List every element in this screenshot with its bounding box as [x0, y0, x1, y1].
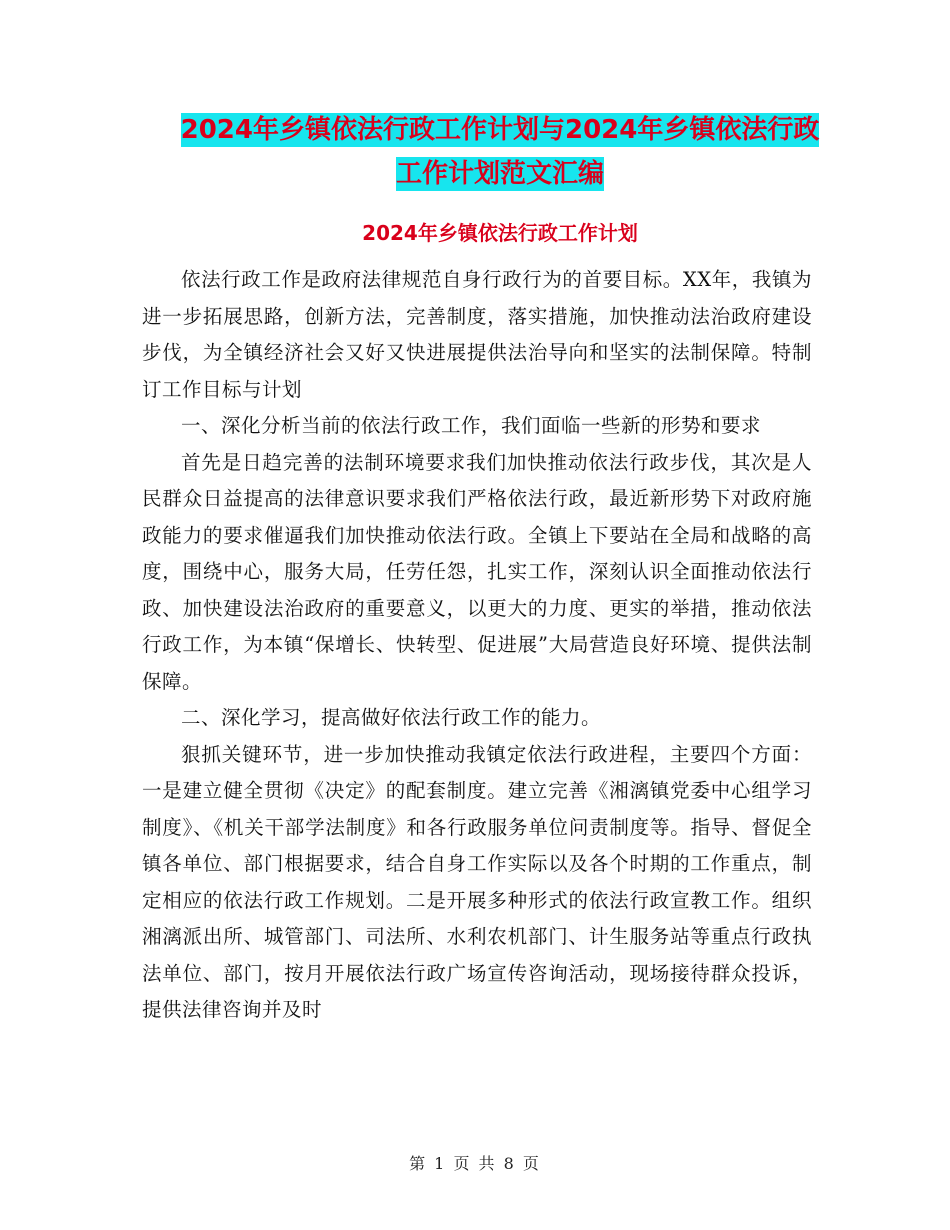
paragraph: 二、深化学习，提高做好依法行政工作的能力。	[181, 706, 602, 729]
title-line-1: 2024年乡镇依法行政工作计划与2024年乡镇依法行政	[180, 115, 820, 145]
section-heading: 2024年乡镇依法行政工作计划	[362, 221, 638, 245]
title-line-2: 工作计划范文汇编	[395, 159, 604, 189]
page-footer: 第 1 页 共 8 页	[409, 1154, 541, 1173]
paragraph: 依法行政工作是政府法律规范自身行政行为的首要目标。XX年，我镇为进一步拓展思路，创新方法，完善制度，落实措施，加快推动法治政府建设步伐，为全镇经济社会又好又快进展提供法治导向和坚实的法制保障。特制订工作目标与计划	[142, 268, 812, 401]
document-title	[140, 108, 860, 196]
document-body	[142, 262, 812, 1029]
paragraph: 首先是日趋完善的法制环境要求我们加快推动依法行政步伐，其次是人民群众日益提高的法律意识要求我们严格依法行政，最近新形势下对政府施政能力的要求催逼我们加快推动依法行政。全镇上下要站在全局和战略的高度，围绕中心，服务大局，任劳任怨，扎实工作，深刻认识全面推动依法行政、加快建设法治政府的重要意义，以更大的力度、更实的举措，推动依法行政工作，为本镇“保增长、快转型、促进展”大局营造良好环境、提供法制保障。	[142, 450, 812, 693]
paragraph: 狠抓关键环节，进一步加快推动我镇定依法行政进程，主要四个方面：一是建立健全贯彻《决定》的配套制度。建立完善《湘漓镇党委中心组学习制度》、《机关干部学法制度》和各行政服务单位问责制度等。指导、督促全镇各单位、部门根据要求，结合自身工作实际以及各个时期的工作重点，制定相应的依法行政工作规划。二是开展多种形式的依法行政宣教工作。组织湘漓派出所、城管部门、司法所、水利农机部门、计生服务站等重点行政执法单位、部门，按月开展依法行政广场宣传咨询活动，现场接待群众投诉，提供法律咨询并及时	[142, 742, 812, 1021]
paragraph: 一、深化分析当前的依法行政工作，我们面临一些新的形势和要求	[181, 414, 762, 437]
